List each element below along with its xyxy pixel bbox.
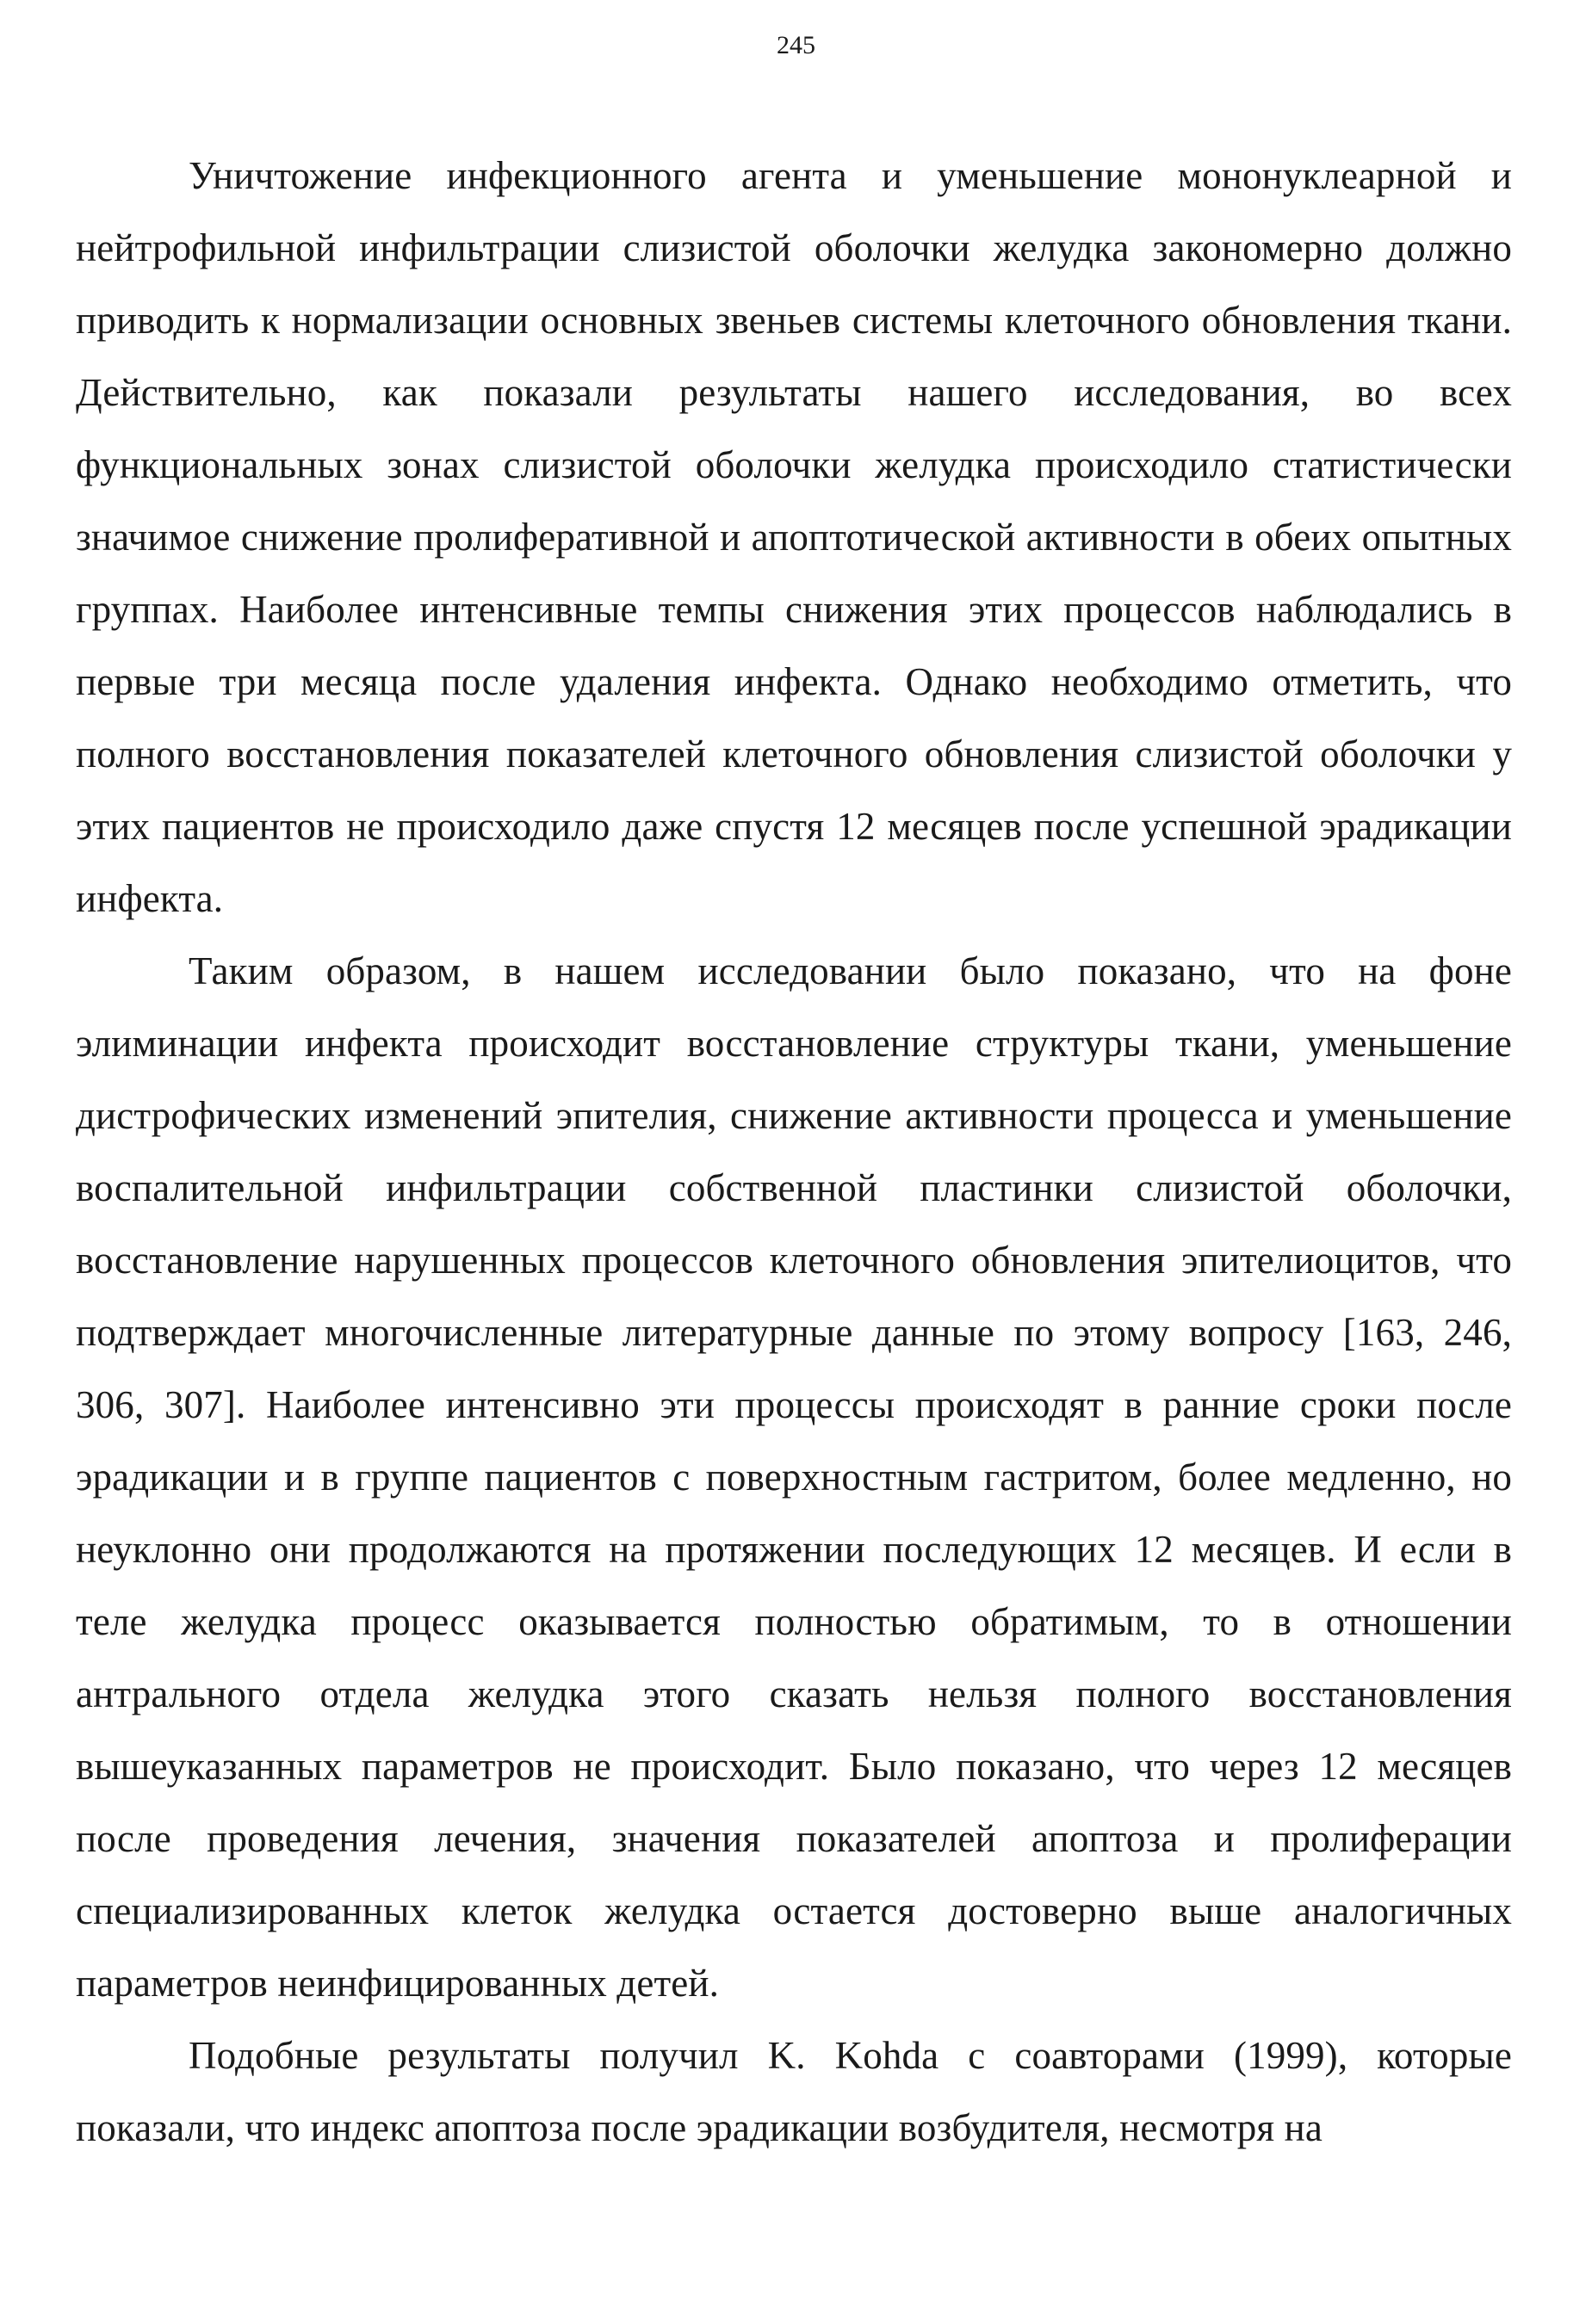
- page-number: 245: [777, 31, 815, 59]
- paragraph-3: Подобные результаты получил K. Kohda с соавторами (1999), которые показали, что индекс апоптоза после эрадикации возбудителя, несмотря на: [76, 2034, 1512, 2149]
- paragraph-1: Уничтожение инфекционного агента и уменьшение мононуклеарной и нейтрофильной инфильтрации слизистой оболочки желудка закономерно должно приводить к нормализации основных звеньев системы клеточного обновления ткани. Действительно, как показали результаты нашего исследования, во всех функциональных зонах слизистой оболочки желудка происходило статистически значимое снижение пролиферативной и апоптотической активности в обеих опытных группах. Наиболее интенсивные темпы снижения этих процессов наблюдались в первые три месяца после удаления инфекта. Однако необходимо отметить, что полного восстановления показателей клеточного обновления слизистой оболочки у этих пациентов не происходило даже спустя 12 месяцев после успешной эрадикации инфекта.: [76, 154, 1512, 920]
- paragraph-2: Таким образом, в нашем исследовании было показано, что на фоне элиминации инфекта происходит восстановление структуры ткани, уменьшение дистрофических изменений эпителия, снижение активности процесса и уменьшение воспалительной инфильтрации собственной пластинки слизистой оболочки, восстановление нарушенных процессов клеточного обновления эпителиоцитов, что подтверждает многочисленные литературные данные по этому вопросу [163, 246, 306, 307]. Наиболее интенсивно эти процессы происходят в ранние сроки после эрадикации и в группе пациентов с поверхностным гастритом, более медленно, но неуклонно они продолжаются на протяжении последующих 12 месяцев. И если в теле желудка процесс оказывается полностью обратимым, то в отношении антрального отдела желудка этого сказать нельзя полного восстановления вышеуказанных параметров не происходит. Было показано, что через 12 месяцев после проведения лечения, значения показателей апоптоза и пролиферации специализированных клеток желудка остается достоверно выше аналогичных параметров неинфицированных детей.: [76, 949, 1512, 2005]
- document-body: [76, 139, 1512, 2164]
